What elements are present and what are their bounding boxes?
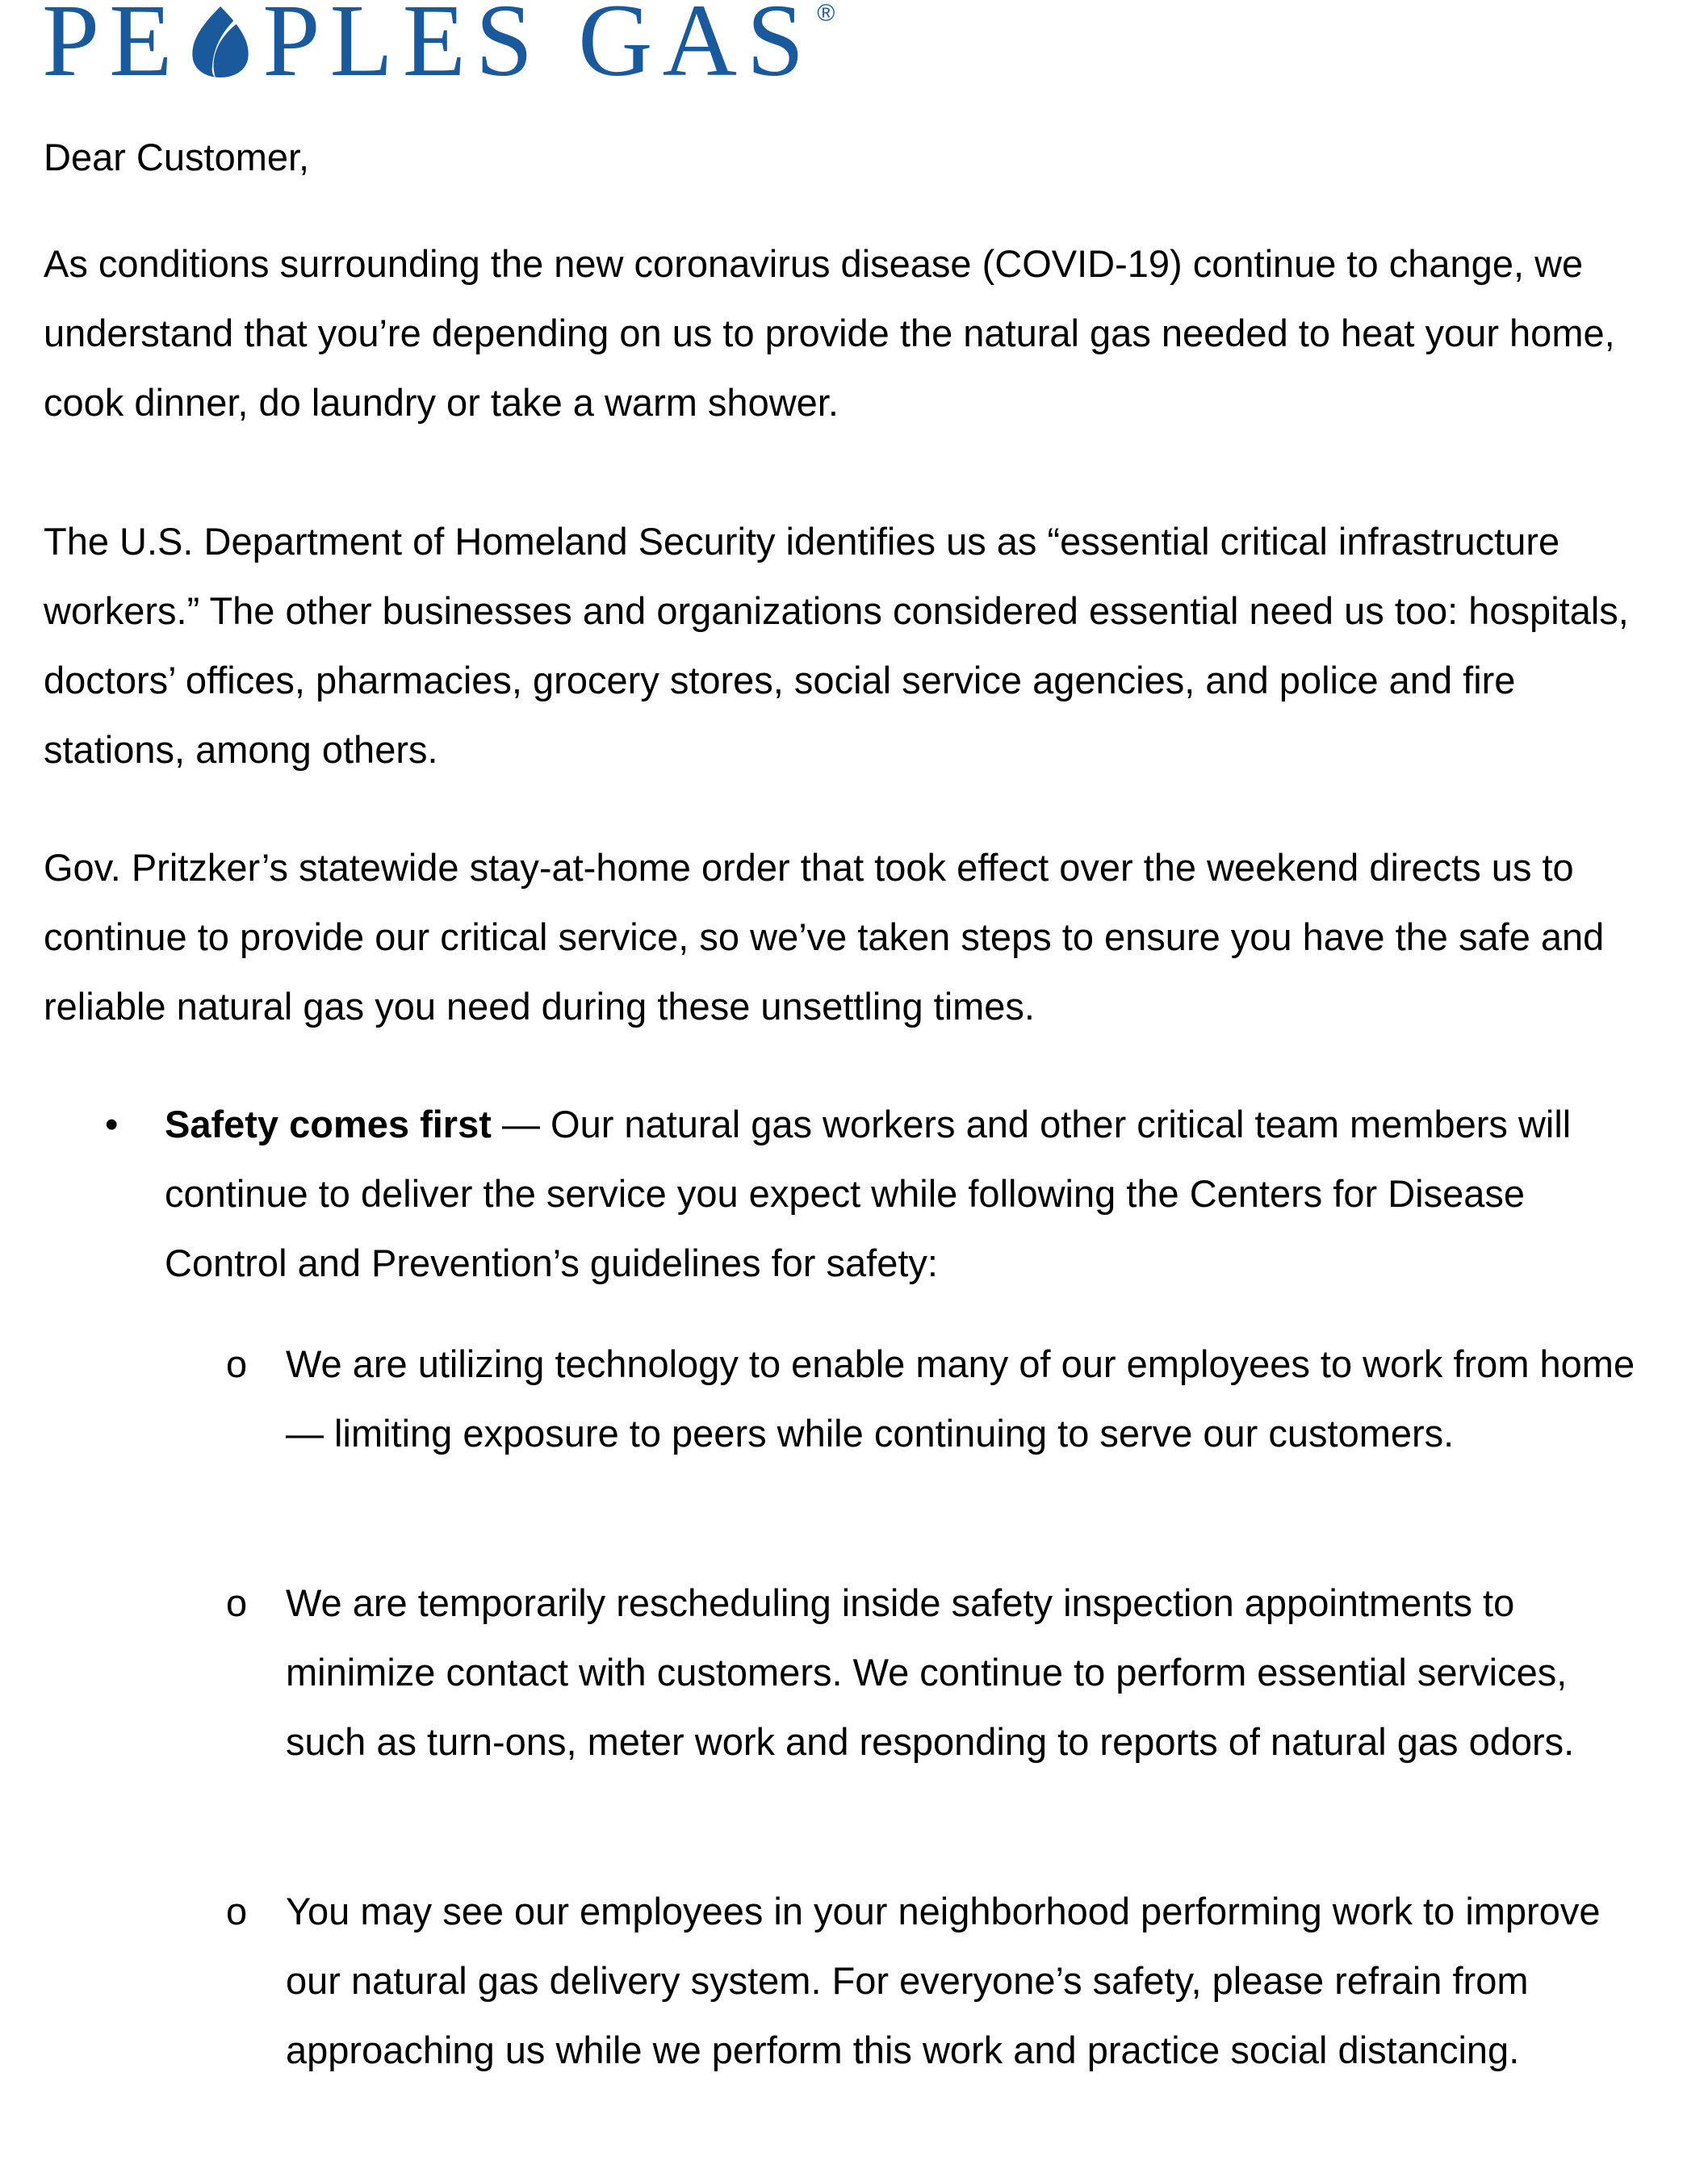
sub-bullet-marker: o [226, 1581, 248, 1624]
bullet-text [165, 1090, 1642, 1298]
bullet-heading: Safety comes first [165, 1103, 492, 1145]
bullet-body: — Our natural gas workers and other critical team members will continue to deliver the service you expect while following the Centers for Disease Control and Prevention’s guidelines for safety: [165, 1103, 1572, 1284]
sub-bullet-marker: o [226, 1342, 248, 1385]
paragraph-homeland-security: The U.S. Department of Homeland Security identifies us as “essential critical infrastructure workers.” The other businesses and organizations considered essential need us too: hospitals, doctors’ offices, pharmacies, grocery stores, social service agencies, and police and fire stations, among others. [44, 520, 1629, 771]
registered-mark: ® [817, 0, 835, 27]
peoples-gas-logo [42, 0, 835, 98]
greeting: Dear Customer, [44, 136, 310, 178]
paragraph-covid: As conditions surrounding the new coronavirus disease (COVID-19) continue to change, we understand that you’re depending on us to provide the natural gas needed to heat your home, cook dinner, do laundry or take a warm shower. [44, 242, 1615, 424]
logo-text-ples: PLES [262, 0, 543, 98]
bullet-marker: • [105, 1103, 119, 1145]
paragraph-stay-at-home: Gov. Pritzker’s statewide stay-at-home order that took effect over the weekend directs us to continue to provide our critical service, so we’ve taken steps to ensure you have the safe and reliable natural gas you need during these unsettling times. [44, 846, 1605, 1028]
logo-text-pe: PE [42, 0, 182, 98]
sub-bullet-marker: o [226, 1890, 248, 1932]
sub-bullet-text: We are temporarily rescheduling inside safety inspection appointments to minimize contact with customers. We continue to perform essential services, such as turn-ons, meter work and responding to reports of natural gas odors. [286, 1581, 1575, 1763]
sub-bullet-text: You may see our employees in your neighborhood performing work to improve our natural gas delivery system. For everyone’s safety, please refrain from approaching us while we perform this work and practice social distancing. [286, 1890, 1601, 2071]
logo-text-gas: GAS [578, 0, 814, 98]
flame-leaf-icon [185, 2, 256, 79]
sub-bullet-text: We are utilizing technology to enable many of our employees to work from home — limiting exposure to peers while continuing to serve our customers. [286, 1342, 1635, 1455]
